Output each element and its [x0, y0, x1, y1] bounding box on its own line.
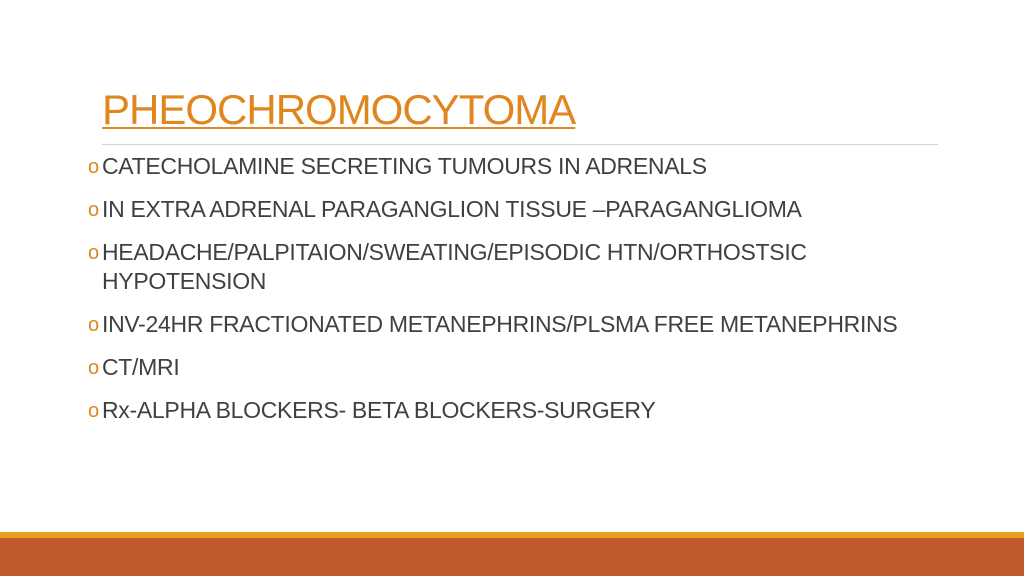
- bullet-item: [90, 195, 920, 224]
- slide-title: [102, 84, 575, 136]
- bullet-item: [90, 353, 920, 382]
- bullet-marker-icon: o: [88, 199, 99, 221]
- bullet-text: HEADACHE/PALPITAION/SWEATING/EPISODIC HTN/ORTHOSTSIC HYPOTENSION: [102, 239, 807, 294]
- bullet-item: [90, 310, 920, 339]
- bullet-marker-icon: o: [88, 357, 99, 379]
- bullet-marker-icon: o: [88, 156, 99, 178]
- title-divider: [102, 144, 938, 145]
- bullet-marker-icon: o: [88, 400, 99, 422]
- bullet-text: CT/MRI: [102, 354, 180, 380]
- bullet-text: CATECHOLAMINE SECRETING TUMOURS IN ADRENALS: [102, 153, 707, 179]
- bullet-item: [90, 396, 920, 425]
- bullet-marker-icon: o: [88, 242, 99, 264]
- slide-title-text: PHEOCHROMOCYTOMA: [102, 86, 576, 133]
- bullet-list: [90, 152, 920, 439]
- bullet-text: Rx-ALPHA BLOCKERS- BETA BLOCKERS-SURGERY: [102, 397, 656, 423]
- bullet-text: IN EXTRA ADRENAL PARAGANGLION TISSUE –PARAGANGLIOMA: [102, 196, 802, 222]
- footer-band: [0, 538, 1024, 576]
- bullet-text: INV-24HR FRACTIONATED METANEPHRINS/PLSMA FREE METANEPHRINS: [102, 311, 898, 337]
- bullet-item: [90, 152, 920, 181]
- bullet-item: [90, 238, 920, 296]
- bullet-marker-icon: o: [88, 314, 99, 336]
